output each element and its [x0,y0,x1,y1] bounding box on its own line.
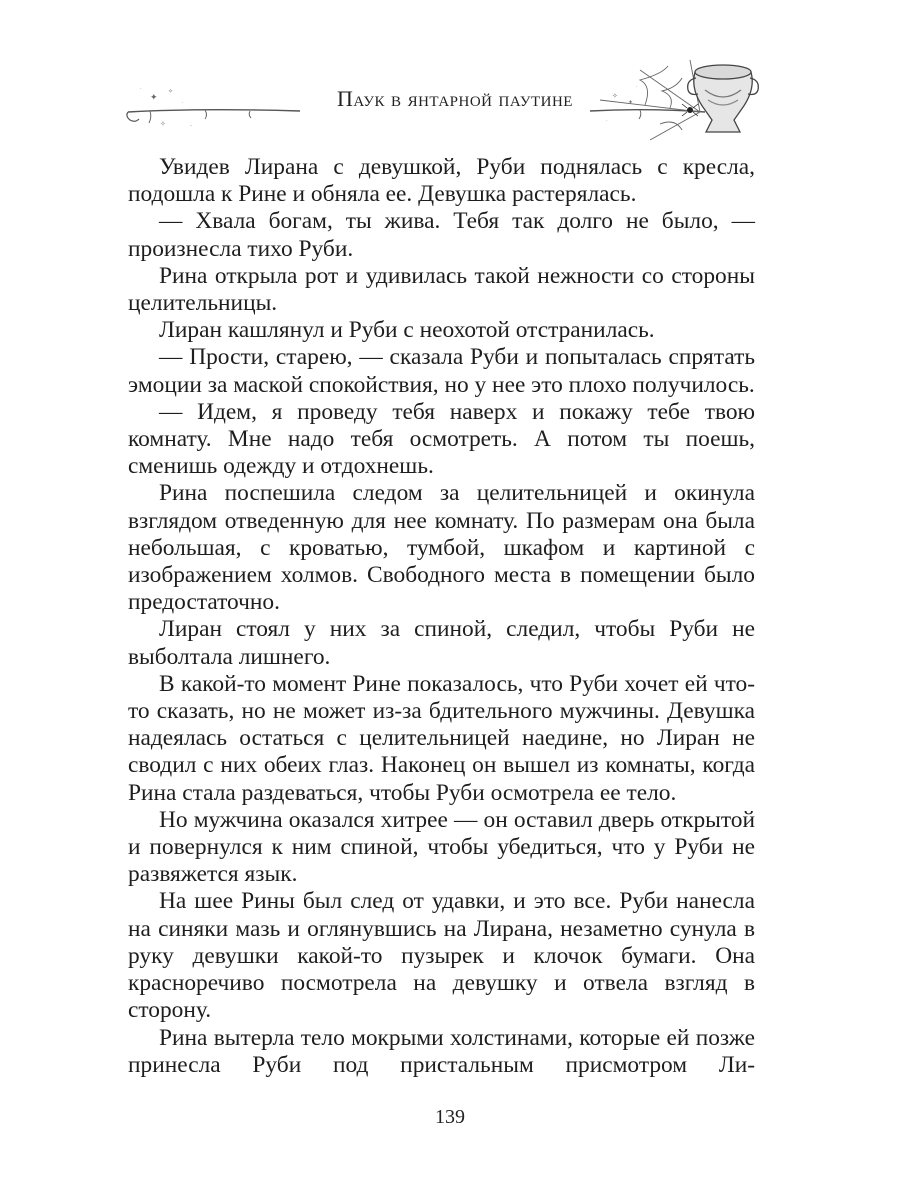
star-icon: ✧ [168,88,174,95]
page-number: 139 [435,1106,465,1128]
star-icon: ✧ [612,92,618,100]
star-icon: · [140,86,142,92]
paragraph: Рина вытерла тело мокрыми холстинами, которые ей позже принесла Руби под пристальным присмотром Ли- [128,1024,755,1078]
paragraph: На шее Рины был след от удавки, и это все. Руби нанесла на синяки мазь и оглянувшись на Лирана, незаметно сунула в руку девушки какой-то пузырек и клочок бумаги. Она красноречиво посмотрела на девушку и отвела взгляд в сторону. [128,888,755,1024]
paragraph: Увидев Лирана с девушкой, Руби поднялась с кресла, подошла к Рине и обняла ее. Девушка растерялась. [128,154,755,208]
paragraph: Рина поспешила следом за целительницей и окинула взглядом отведенную для нее комнату. По размерам она была небольшая, с кроватью, тумбой, шкафом и картиной с изображением холмов. Свободного места в помещении было предостаточно. [128,480,755,616]
amber-goblet-icon [688,65,759,132]
page-header [0,0,900,160]
paragraph: — Идем, я проведу тебя наверх и покажу тебе твою комнату. Мне надо тебя осмотреть. А потом ты поешь, сменишь одежду и отдохнешь. [128,398,755,480]
spider-web-icon [600,60,700,140]
body-text [128,154,755,1079]
paragraph: — Хвала богам, ты жива. Тебя так долго не было, — произнесла тихо Руби. [128,208,755,262]
paragraph: Но мужчина оказался хитрее — он оставил дверь открытой и повернулся к ним спиной, чтобы убедиться, что у Руби не развяжется язык. [128,806,755,888]
star-icon: · [606,118,608,124]
star-icon: ✦ [150,93,158,103]
running-title: Паук в янтарной паутине [337,86,573,111]
paragraph: Лиран стоял у них за спиной, следил, чтобы Руби не выболтала лишнего. [128,616,755,670]
star-icon: ✦ [628,99,634,106]
paragraph: В какой-то момент Рине показалось, что Руби хочет ей что-то сказать, но не может из-за бдительного мужчины. Девушка надеялась остаться с целительницей наедине, но Лиран не сводил с них обеих глаз. Наконец он вышел из комнаты, когда Рина стала раздеваться, чтобы Руби осмотрела ее тело. [128,670,755,806]
ornament-twig-left [128,110,300,112]
header-ornament [0,0,900,160]
star-icon: · [636,84,638,90]
paragraph: Лиран кашлянул и Руби с неохотой отстранилась. [159,317,655,344]
star-icon: · [190,123,192,130]
paragraph: Рина открыла рот и удивилась такой нежности со стороны целительницы. [128,262,755,317]
paragraph: — Прости, старею, — сказала Руби и попыталась спрятать эмоции за маской спокойствия, но у нее это плохо получилось. [128,344,755,398]
star-icon: · [182,100,184,106]
star-icon: ✧ [160,120,166,128]
